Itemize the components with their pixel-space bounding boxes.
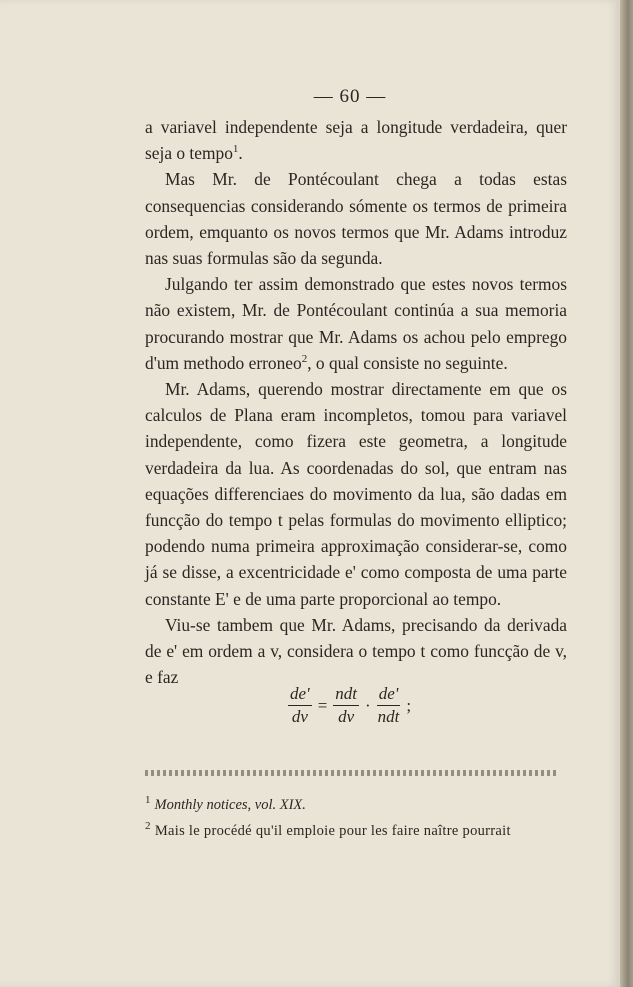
footnote-mark: 1 xyxy=(145,794,151,807)
paragraph-text: Mas Mr. de Pontécoulant chega a todas estas consequencias considerando sómente os termos de primeira ordem, emquanto os novos termos que Mr. Adams introduz nas suas formulas são da segunda. xyxy=(145,169,567,269)
paragraph-text: a variavel independente seja a longitude verdadeira, quer seja o tempo xyxy=(145,117,567,164)
fraction-numerator: ndt xyxy=(333,683,359,706)
footnote-ref: 2 xyxy=(301,353,308,366)
equals-sign: = xyxy=(317,695,328,715)
paragraph xyxy=(145,114,567,166)
fraction-denominator: ndt xyxy=(377,707,400,726)
fraction-1 xyxy=(333,683,359,728)
paragraph xyxy=(145,376,567,612)
paragraph xyxy=(145,271,567,376)
paragraph-text: Julgando ter assim demonstrado que estes novos termos não existem, Mr. de Pontécoulant continúa a sua memoria procurando mostrar que Mr. Adams os achou pelo emprego d'um methodo erroneo xyxy=(145,274,567,373)
paragraph-text-after: . xyxy=(238,143,243,164)
paragraph-text: Viu-se tambem que Mr. Adams, precisando da derivada de e' em ordem a v, considera o tempo t como funcção de v, e faz xyxy=(145,614,567,688)
paragraph xyxy=(145,166,567,271)
equation xyxy=(288,683,411,728)
footnote-mark: 2 xyxy=(145,820,151,833)
fraction-2 xyxy=(377,683,401,728)
footnote xyxy=(145,818,567,844)
fraction-numerator: de' xyxy=(377,683,401,706)
page-number: — 60 — xyxy=(313,86,387,107)
paragraph-text: Mr. Adams, querendo mostrar directamente em que os calculos de Plana eram incompletos, tomou para variavel independente, como fizera este geometra, a longitude verdadeira da lua. As coordenadas do sol, que entram nas equações differenciaes do movimento da lua, são dadas em funcção do tempo t pelas formulas do movimento elliptico; podendo numa primeira approximação considerar-se, como já se disse, a excentricidade e' como composta de uma parte constante E' e de uma parte proporcional ao tempo. xyxy=(145,379,567,609)
fraction-denominator: dv xyxy=(291,707,308,726)
footnote xyxy=(145,792,567,818)
body-text xyxy=(145,114,567,690)
footnote-text: Monthly notices, vol. XIX. xyxy=(154,797,306,813)
paragraph-text-after: , o qual consiste no seguinte. xyxy=(307,352,508,373)
footnote-rule xyxy=(145,770,558,776)
footnote-text: Mais le procédé qu'il emploie pour les faire naître pourrait xyxy=(154,823,511,839)
fraction-lhs xyxy=(288,683,312,728)
fraction-numerator: de' xyxy=(288,683,312,706)
footnote-ref: 1 xyxy=(232,143,239,156)
fraction-denominator: dv xyxy=(338,707,355,726)
equation-end: ; xyxy=(406,695,412,715)
footnotes xyxy=(145,792,567,844)
multiply-dot: · xyxy=(365,695,371,715)
paragraph xyxy=(145,612,567,691)
page-edge xyxy=(620,0,633,987)
